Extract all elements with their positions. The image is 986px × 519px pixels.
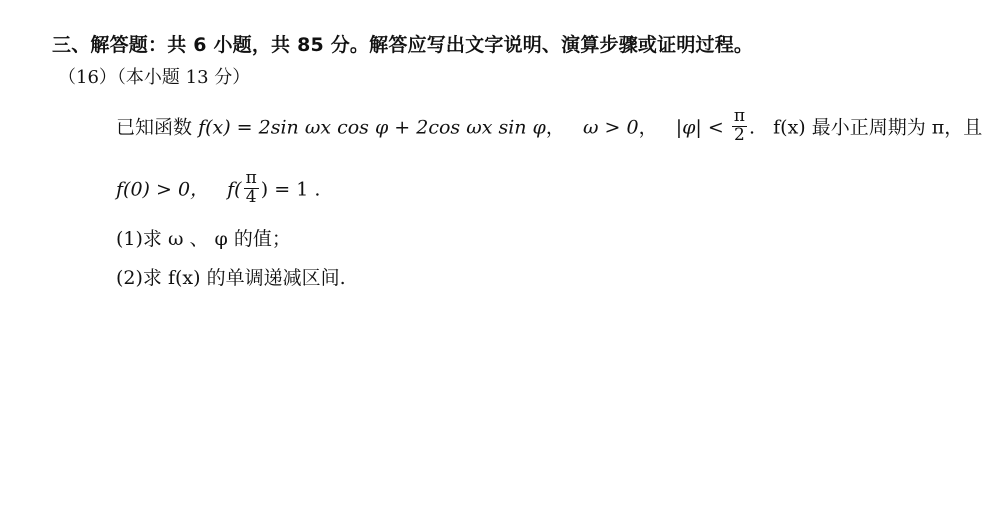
fraction-numerator: π bbox=[733, 106, 745, 126]
section-heading: 三、解答题：共 6 小题，共 85 分。解答应写出文字说明、演算步骤或证明过程。 bbox=[52, 34, 754, 56]
problem-header: （16）（本小题 13 分） bbox=[58, 67, 251, 88]
f-prefix: f( bbox=[227, 178, 242, 201]
question-2: (2)求 f(x) 的单调递减区间. bbox=[116, 267, 346, 289]
omega-condition: ω > 0 bbox=[582, 116, 639, 139]
pi-over-two-fraction bbox=[732, 108, 747, 145]
problem-stem-line bbox=[116, 106, 983, 147]
pi-over-four-fraction bbox=[244, 170, 259, 207]
comma: ， bbox=[638, 116, 658, 139]
problem-condition-line bbox=[116, 168, 321, 209]
f0-condition: f(0) > 0， bbox=[116, 178, 210, 201]
fraction-denominator: 2 bbox=[733, 124, 745, 145]
fraction-numerator: π bbox=[245, 168, 257, 188]
question-1: (1)求 ω 、 φ 的值； bbox=[116, 228, 291, 250]
comma: ， bbox=[545, 116, 565, 139]
fraction-denominator: 4 bbox=[245, 186, 257, 207]
stem-prefix: 已知函数 bbox=[116, 116, 193, 139]
function-expression: f(x) = 2sin ωx cos φ + 2cos ωx sin φ bbox=[198, 116, 546, 139]
phi-condition: |φ| < bbox=[675, 116, 724, 139]
period-statement: f(x) 最小正周期为 π，且 bbox=[773, 116, 983, 139]
f-suffix: ) = 1 . bbox=[260, 178, 321, 201]
period-mark: . bbox=[749, 116, 756, 139]
